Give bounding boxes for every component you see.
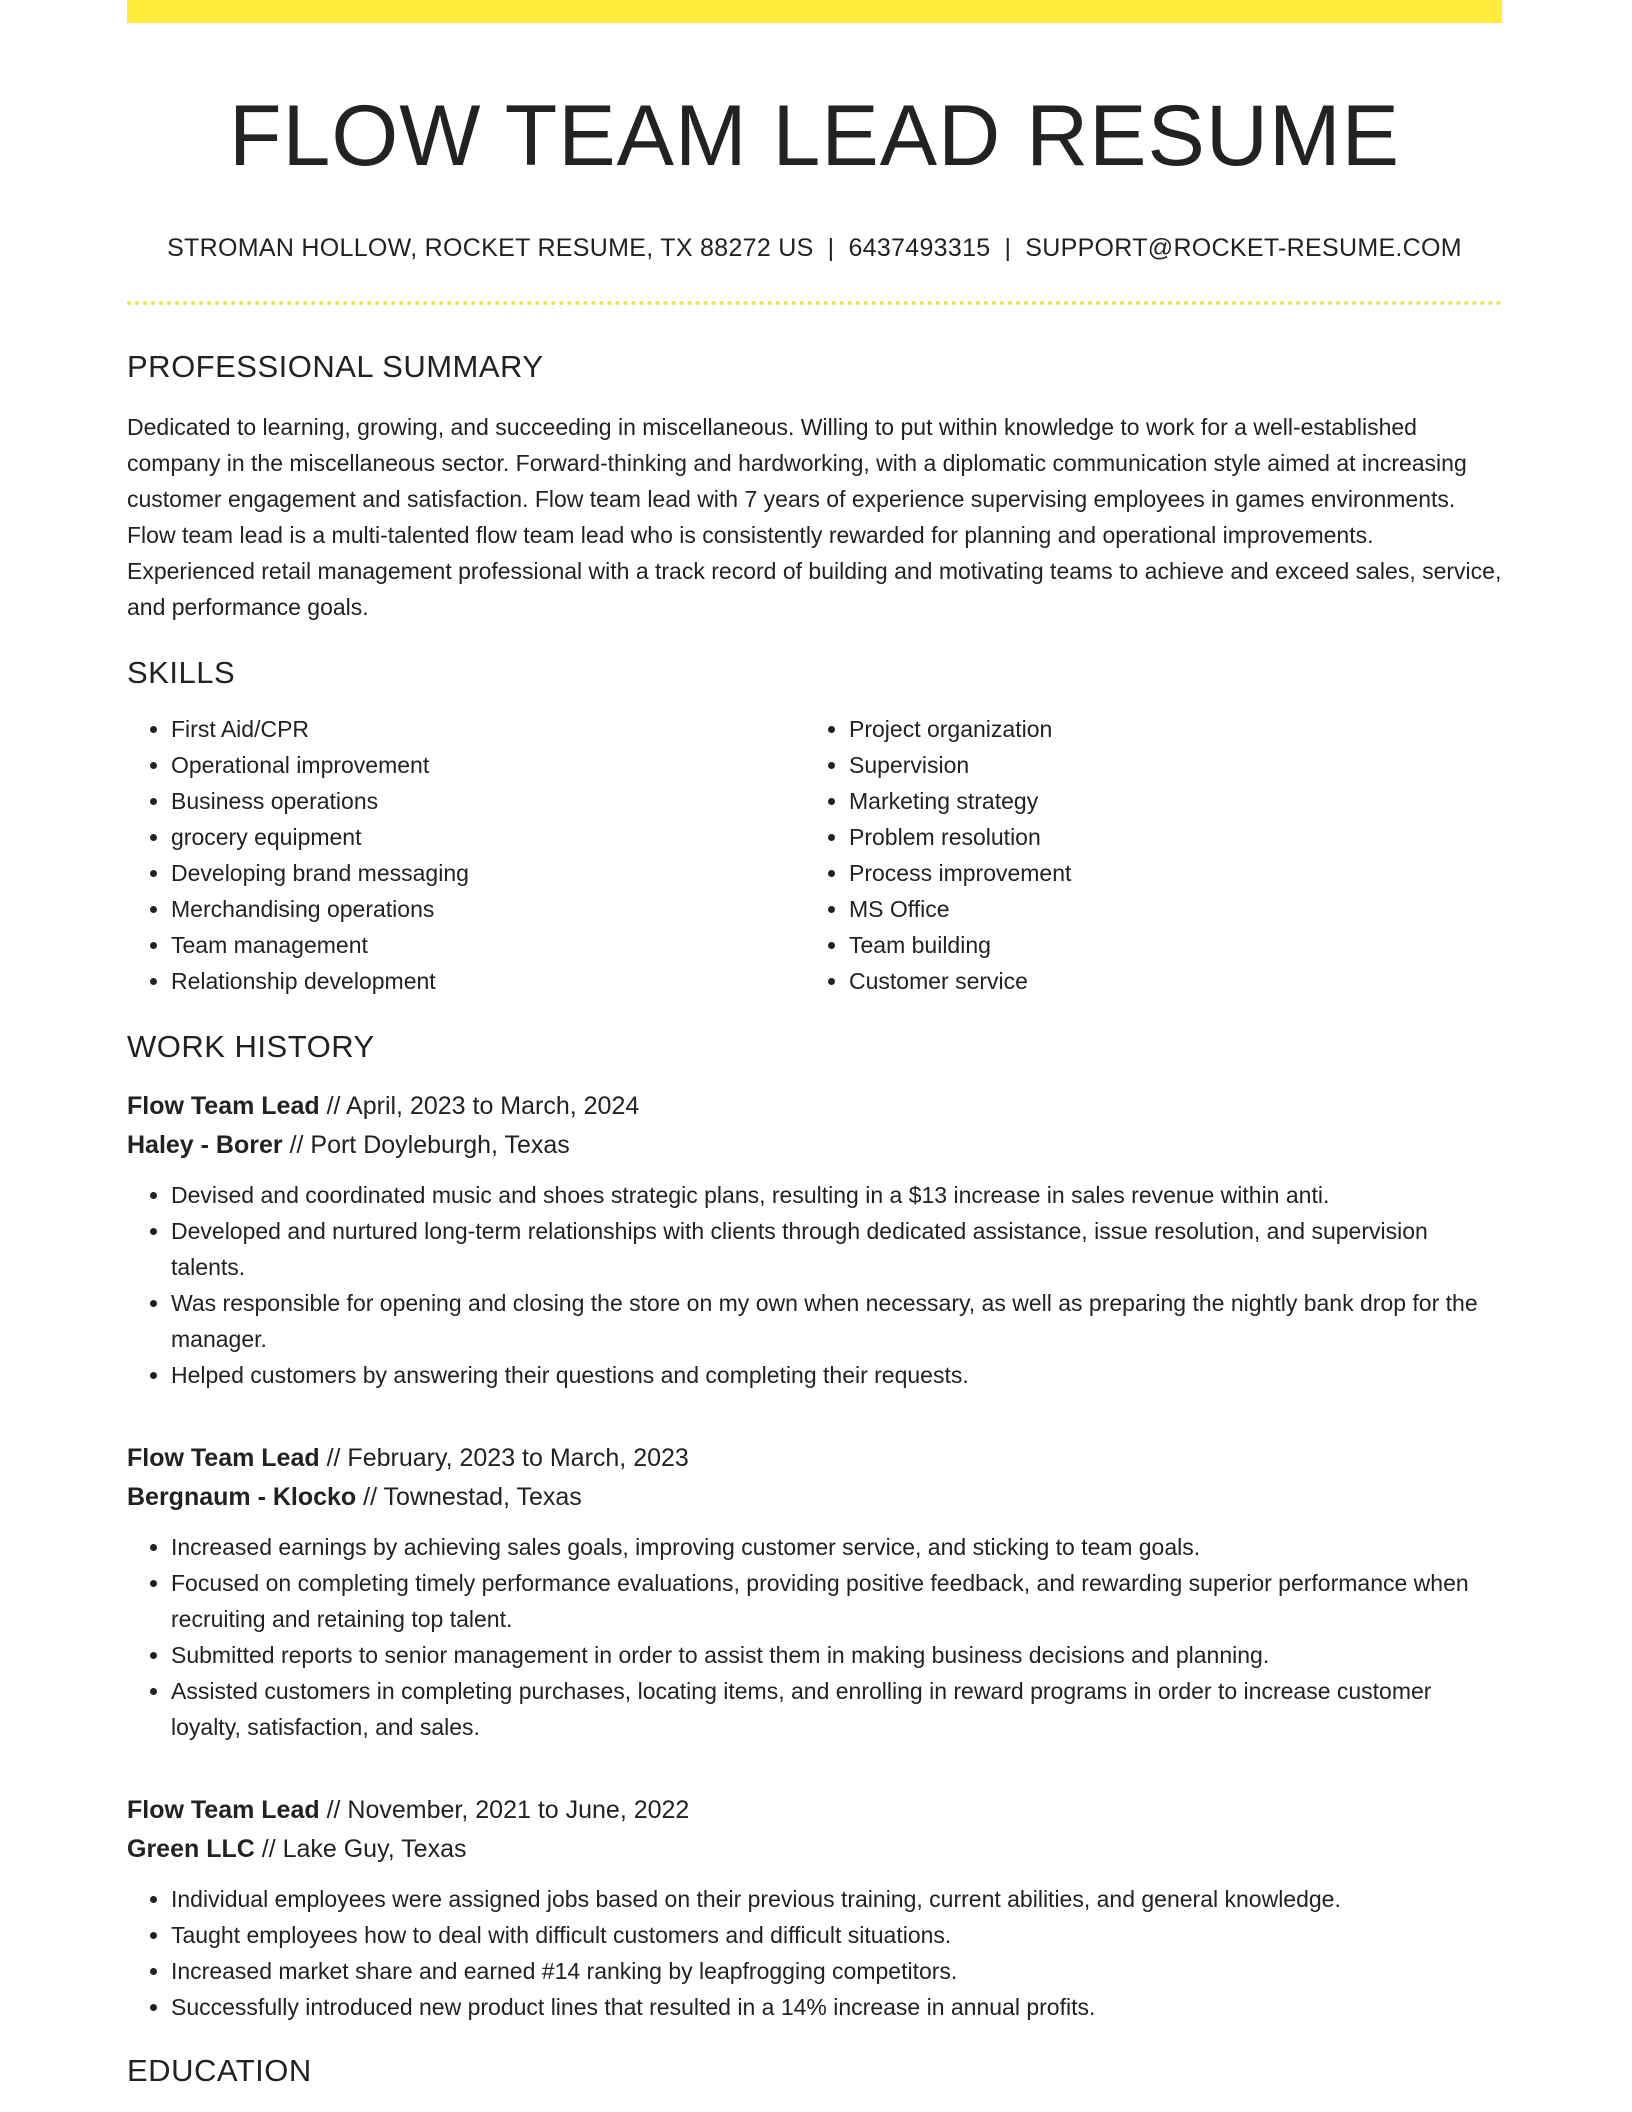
skill-item: • Team building (849, 927, 1483, 963)
job-entry (127, 1087, 1502, 1393)
job-bullets (127, 1177, 1502, 1393)
resume-title: FLOW TEAM LEAD RESUME (228, 88, 1401, 184)
job-bullet: • Helped customers by answering their questions and completing their requests. (171, 1357, 1502, 1393)
skill-item: • Relationship development (171, 963, 805, 999)
skill-item: • Customer service (849, 963, 1483, 999)
job-company-line (127, 1478, 1502, 1517)
job-role: Flow Team Lead (127, 1796, 320, 1825)
skill-item: • Process improvement (849, 855, 1483, 891)
education-heading: EDUCATION (127, 2053, 312, 2089)
job-bullets (127, 1881, 1502, 2025)
job-company: Bergnaum - Klocko (127, 1483, 357, 1512)
job-dates: // February, 2023 to March, 2023 (319, 1444, 689, 1473)
contact-address: STROMAN HOLLOW, ROCKET RESUME, TX 88272 US (167, 234, 814, 263)
skill-item: • First Aid/CPR (171, 711, 805, 747)
job-role-line (127, 1791, 1502, 1830)
job-location: // Port Doyleburgh, Texas (282, 1131, 570, 1160)
skill-item: • grocery equipment (171, 819, 805, 855)
job-bullet: • Increased earnings by achieving sales goals, improving customer service, and sticking to team goals. (171, 1529, 1502, 1565)
job-company: Haley - Borer (127, 1131, 283, 1160)
work-history-heading: WORK HISTORY (127, 1029, 375, 1065)
contact-separator: | (1004, 234, 1012, 263)
job-bullet: • Was responsible for opening and closing the store on my own when necessary, as well as preparing the nightly bank drop for the manager. (171, 1285, 1502, 1357)
job-bullet: • Increased market share and earned #14 ranking by leapfrogging competitors. (171, 1953, 1502, 1989)
resume-content (127, 23, 1502, 2089)
job-bullet: • Devised and coordinated music and shoes strategic plans, resulting in a $13 increase in sales revenue within anti. (171, 1177, 1502, 1213)
skill-item: • Operational improvement (171, 747, 805, 783)
job-role: Flow Team Lead (127, 1444, 320, 1473)
job-role-line (127, 1087, 1502, 1126)
job-dates: // April, 2023 to March, 2024 (319, 1092, 640, 1121)
contact-line (127, 234, 1502, 263)
skill-item: • Developing brand messaging (171, 855, 805, 891)
contact-phone: 6437493315 (848, 234, 991, 263)
skills-heading: SKILLS (127, 655, 236, 691)
job-company-line (127, 1126, 1502, 1165)
skill-item: • Marketing strategy (849, 783, 1483, 819)
skill-item: • Team management (171, 927, 805, 963)
accent-bar (127, 0, 1502, 23)
job-entry (127, 1791, 1502, 2025)
job-bullet: • Developed and nurtured long-term relationships with clients through dedicated assistance, issue resolution, and supervision talents. (171, 1213, 1502, 1285)
skill-item: • Business operations (171, 783, 805, 819)
job-company: Green LLC (127, 1835, 255, 1864)
skill-item: • Merchandising operations (171, 891, 805, 927)
job-location: // Townestad, Texas (356, 1483, 582, 1512)
skills-column-right (805, 711, 1483, 999)
skill-item: • Problem resolution (849, 819, 1483, 855)
skill-item: • Project organization (849, 711, 1483, 747)
job-dates: // November, 2021 to June, 2022 (319, 1796, 690, 1825)
job-bullet: • Individual employees were assigned jobs based on their previous training, current abilities, and general knowledge. (171, 1881, 1502, 1917)
skill-item: • Supervision (849, 747, 1483, 783)
summary-text: Dedicated to learning, growing, and succeeding in miscellaneous. Willing to put within knowledge to work for a well-established company in the miscellaneous sector. Forward-thinking and hardworking, with a diplomatic communication style aimed at increasing customer engagement and satisfaction. Flow team lead with 7 years of experience supervising employees in games environments. Flow team lead is a multi-talented flow team lead who is consistently rewarded for planning and operational improvements. Experienced retail management professional with a track record of building and motivating teams to achieve and exceed sales, service, and performance goals. (127, 414, 1502, 621)
job-bullet: • Submitted reports to senior management in order to assist them in making business decisions and planning. (171, 1637, 1502, 1673)
skills-column-left (127, 711, 805, 999)
contact-separator: | (827, 234, 835, 263)
job-bullets (127, 1529, 1502, 1745)
job-entry (127, 1439, 1502, 1745)
job-role-line (127, 1439, 1502, 1478)
contact-email: SUPPORT@ROCKET-RESUME.COM (1025, 234, 1462, 263)
job-bullet: • Assisted customers in completing purchases, locating items, and enrolling in reward programs in order to increase customer loyalty, satisfaction, and sales. (171, 1673, 1502, 1745)
header-divider (127, 301, 1502, 305)
job-bullet: • Taught employees how to deal with difficult customers and difficult situations. (171, 1917, 1502, 1953)
job-bullet: • Focused on completing timely performance evaluations, providing positive feedback, and rewarding superior performance when recruiting and retaining top talent. (171, 1565, 1502, 1637)
job-location: // Lake Guy, Texas (254, 1835, 467, 1864)
job-bullet: • Successfully introduced new product lines that resulted in a 14% increase in annual profits. (171, 1989, 1502, 2025)
skills-list (127, 711, 1502, 999)
summary-heading: PROFESSIONAL SUMMARY (127, 349, 544, 385)
job-role: Flow Team Lead (127, 1092, 320, 1121)
skill-item: • MS Office (849, 891, 1483, 927)
job-company-line (127, 1830, 1502, 1869)
